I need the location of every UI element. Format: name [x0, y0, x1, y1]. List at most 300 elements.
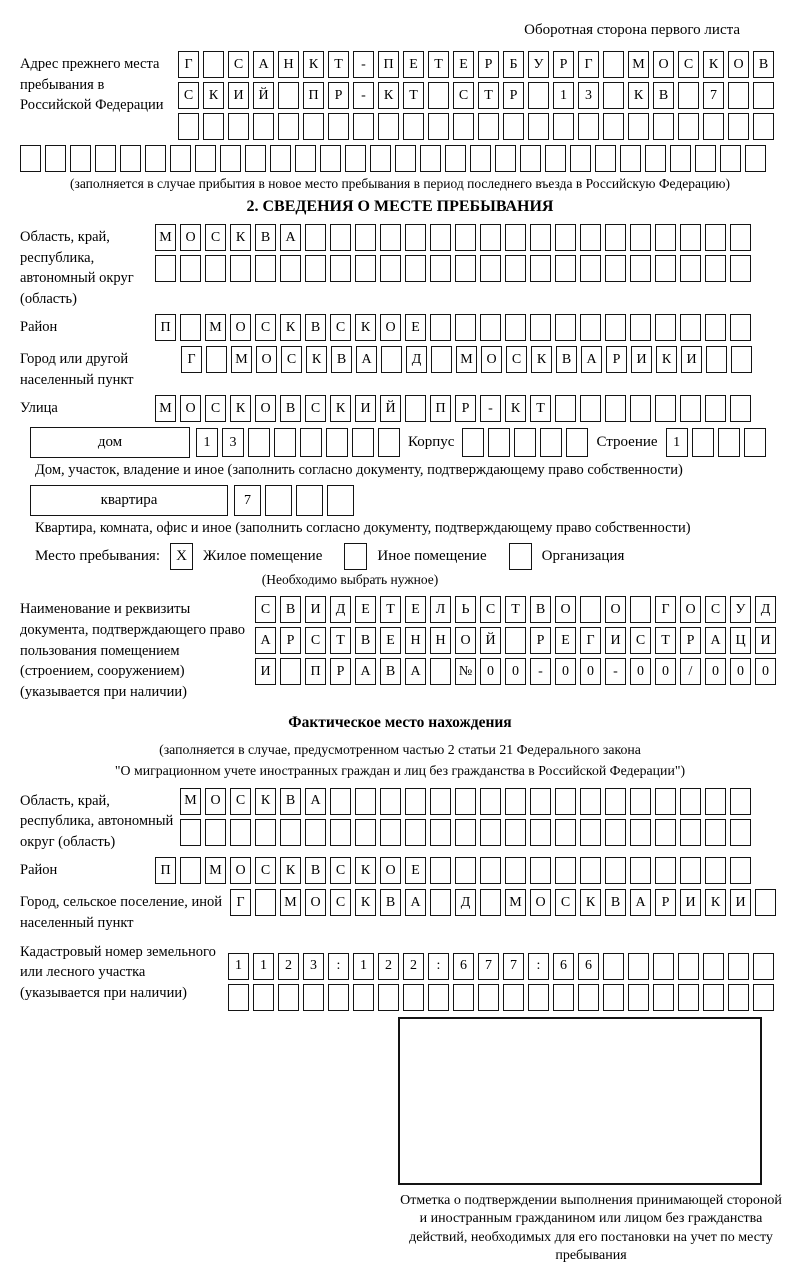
char-cell[interactable] [405, 819, 426, 846]
char-cell[interactable]: 1 [666, 428, 688, 457]
char-cell[interactable] [678, 82, 699, 109]
char-cell[interactable]: И [631, 346, 652, 373]
char-cell[interactable] [295, 145, 316, 172]
char-cell[interactable] [680, 314, 701, 341]
char-cell[interactable]: : [528, 953, 549, 980]
char-cell[interactable] [245, 145, 266, 172]
char-cell[interactable]: А [253, 51, 274, 78]
char-cell[interactable]: 0 [730, 658, 751, 685]
char-cell[interactable] [265, 485, 292, 516]
char-cell[interactable]: В [305, 857, 326, 884]
char-cell[interactable] [353, 984, 374, 1011]
char-cell[interactable] [578, 984, 599, 1011]
char-cell[interactable] [570, 145, 591, 172]
char-cell[interactable] [326, 428, 348, 457]
char-cell[interactable]: О [653, 51, 674, 78]
char-cell[interactable]: М [231, 346, 252, 373]
char-cell[interactable] [530, 224, 551, 251]
char-cell[interactable] [580, 788, 601, 815]
char-cell[interactable] [605, 857, 626, 884]
char-cell[interactable]: В [280, 596, 301, 623]
char-cell[interactable] [203, 51, 224, 78]
char-cell[interactable]: С [178, 82, 199, 109]
char-cell[interactable] [680, 224, 701, 251]
char-cell[interactable] [280, 658, 301, 685]
char-cell[interactable] [605, 788, 626, 815]
char-cell[interactable] [530, 857, 551, 884]
char-cell[interactable] [253, 113, 274, 140]
char-cell[interactable] [730, 255, 751, 282]
char-cell[interactable]: : [328, 953, 349, 980]
char-cell[interactable] [278, 984, 299, 1011]
char-cell[interactable] [480, 889, 501, 916]
char-cell[interactable]: Д [406, 346, 427, 373]
char-cell[interactable]: С [305, 627, 326, 654]
char-cell[interactable]: 1 [228, 953, 249, 980]
char-cell[interactable]: О [255, 395, 276, 422]
char-cell[interactable]: Р [655, 889, 676, 916]
char-cell[interactable]: 2 [403, 953, 424, 980]
char-cell[interactable]: О [530, 889, 551, 916]
char-cell[interactable] [630, 255, 651, 282]
char-cell[interactable]: 0 [755, 658, 776, 685]
char-cell[interactable] [553, 984, 574, 1011]
char-cell[interactable] [353, 113, 374, 140]
char-cell[interactable]: С [305, 395, 326, 422]
char-cell[interactable]: Й [253, 82, 274, 109]
char-cell[interactable] [505, 857, 526, 884]
char-cell[interactable]: Е [405, 314, 426, 341]
char-cell[interactable] [718, 428, 740, 457]
char-cell[interactable]: 3 [578, 82, 599, 109]
char-cell[interactable]: О [230, 857, 251, 884]
char-cell[interactable] [505, 255, 526, 282]
char-cell[interactable]: С [330, 889, 351, 916]
char-cell[interactable]: Д [755, 596, 776, 623]
char-cell[interactable]: К [580, 889, 601, 916]
char-cell[interactable]: А [705, 627, 726, 654]
char-cell[interactable] [553, 113, 574, 140]
char-cell[interactable] [555, 857, 576, 884]
char-cell[interactable] [555, 255, 576, 282]
char-cell[interactable]: Н [430, 627, 451, 654]
char-cell[interactable] [480, 857, 501, 884]
char-cell[interactable]: Р [328, 82, 349, 109]
char-cell[interactable] [695, 145, 716, 172]
char-cell[interactable] [580, 395, 601, 422]
char-cell[interactable] [530, 314, 551, 341]
char-cell[interactable]: Т [380, 596, 401, 623]
char-cell[interactable]: С [678, 51, 699, 78]
char-cell[interactable] [728, 953, 749, 980]
char-cell[interactable] [753, 82, 774, 109]
char-cell[interactable]: Б [503, 51, 524, 78]
char-cell[interactable] [180, 255, 201, 282]
char-cell[interactable] [595, 145, 616, 172]
char-cell[interactable] [603, 51, 624, 78]
char-cell[interactable]: К [378, 82, 399, 109]
char-cell[interactable]: Р [553, 51, 574, 78]
char-cell[interactable]: К [531, 346, 552, 373]
char-cell[interactable]: С [255, 314, 276, 341]
char-cell[interactable]: А [405, 658, 426, 685]
char-cell[interactable]: А [630, 889, 651, 916]
char-cell[interactable] [720, 145, 741, 172]
char-cell[interactable] [255, 819, 276, 846]
char-cell[interactable] [45, 145, 66, 172]
char-cell[interactable]: № [455, 658, 476, 685]
char-cell[interactable] [745, 145, 766, 172]
char-cell[interactable]: А [355, 658, 376, 685]
char-cell[interactable] [703, 113, 724, 140]
char-cell[interactable]: В [380, 889, 401, 916]
char-cell[interactable]: Т [505, 596, 526, 623]
char-cell[interactable]: О [605, 596, 626, 623]
char-cell[interactable] [453, 113, 474, 140]
char-cell[interactable]: К [230, 395, 251, 422]
char-cell[interactable]: К [280, 857, 301, 884]
char-cell[interactable]: 7 [478, 953, 499, 980]
char-cell[interactable]: Ц [730, 627, 751, 654]
char-cell[interactable]: Е [405, 596, 426, 623]
char-cell[interactable] [655, 788, 676, 815]
char-cell[interactable] [555, 224, 576, 251]
char-cell[interactable] [703, 984, 724, 1011]
char-cell[interactable] [428, 82, 449, 109]
char-cell[interactable] [320, 145, 341, 172]
char-cell[interactable] [555, 788, 576, 815]
char-cell[interactable]: М [456, 346, 477, 373]
char-cell[interactable] [230, 255, 251, 282]
checkbox-organizatsiya[interactable] [509, 543, 532, 570]
char-cell[interactable] [580, 224, 601, 251]
char-cell[interactable] [705, 255, 726, 282]
char-cell[interactable]: К [656, 346, 677, 373]
char-cell[interactable]: 0 [480, 658, 501, 685]
char-cell[interactable]: 7 [234, 485, 261, 516]
char-cell[interactable]: Т [530, 395, 551, 422]
char-cell[interactable]: О [180, 395, 201, 422]
char-cell[interactable] [480, 224, 501, 251]
char-cell[interactable] [755, 889, 776, 916]
char-cell[interactable] [520, 145, 541, 172]
char-cell[interactable] [430, 224, 451, 251]
char-cell[interactable]: К [306, 346, 327, 373]
char-cell[interactable] [628, 113, 649, 140]
char-cell[interactable]: П [305, 658, 326, 685]
char-cell[interactable] [455, 314, 476, 341]
char-cell[interactable] [680, 255, 701, 282]
char-cell[interactable] [703, 953, 724, 980]
char-cell[interactable]: К [230, 224, 251, 251]
char-cell[interactable]: О [305, 889, 326, 916]
char-cell[interactable] [145, 145, 166, 172]
char-cell[interactable] [605, 395, 626, 422]
char-cell[interactable] [305, 224, 326, 251]
char-cell[interactable]: В [530, 596, 551, 623]
char-cell[interactable] [605, 819, 626, 846]
char-cell[interactable] [603, 953, 624, 980]
char-cell[interactable] [255, 889, 276, 916]
char-cell[interactable] [630, 788, 651, 815]
char-cell[interactable] [352, 428, 374, 457]
char-cell[interactable]: Ь [455, 596, 476, 623]
char-cell[interactable] [330, 788, 351, 815]
char-cell[interactable] [355, 788, 376, 815]
char-cell[interactable]: 0 [655, 658, 676, 685]
checkbox-zhiloe[interactable]: X [170, 543, 193, 570]
char-cell[interactable] [20, 145, 41, 172]
char-cell[interactable] [680, 857, 701, 884]
char-cell[interactable] [731, 346, 752, 373]
char-cell[interactable]: О [380, 857, 401, 884]
char-cell[interactable] [730, 395, 751, 422]
char-cell[interactable] [378, 984, 399, 1011]
char-cell[interactable]: В [280, 788, 301, 815]
char-cell[interactable] [578, 113, 599, 140]
char-cell[interactable] [428, 113, 449, 140]
char-cell[interactable]: Е [405, 857, 426, 884]
char-cell[interactable]: Р [478, 51, 499, 78]
char-cell[interactable] [630, 314, 651, 341]
char-cell[interactable]: А [405, 889, 426, 916]
char-cell[interactable]: В [255, 224, 276, 251]
char-cell[interactable]: Г [181, 346, 202, 373]
char-cell[interactable] [370, 145, 391, 172]
char-cell[interactable] [705, 395, 726, 422]
char-cell[interactable] [505, 224, 526, 251]
char-cell[interactable]: Н [405, 627, 426, 654]
char-cell[interactable]: А [255, 627, 276, 654]
char-cell[interactable]: К [355, 857, 376, 884]
char-cell[interactable] [480, 314, 501, 341]
char-cell[interactable]: : [428, 953, 449, 980]
char-cell[interactable] [453, 984, 474, 1011]
char-cell[interactable]: П [378, 51, 399, 78]
char-cell[interactable] [580, 596, 601, 623]
char-cell[interactable]: 0 [705, 658, 726, 685]
char-cell[interactable]: Г [178, 51, 199, 78]
char-cell[interactable] [478, 113, 499, 140]
char-cell[interactable]: Т [403, 82, 424, 109]
char-cell[interactable]: К [628, 82, 649, 109]
char-cell[interactable] [655, 395, 676, 422]
char-cell[interactable] [555, 819, 576, 846]
char-cell[interactable]: Й [380, 395, 401, 422]
char-cell[interactable]: Р [455, 395, 476, 422]
char-cell[interactable]: С [230, 788, 251, 815]
char-cell[interactable] [95, 145, 116, 172]
char-cell[interactable]: 0 [580, 658, 601, 685]
char-cell[interactable] [728, 82, 749, 109]
char-cell[interactable] [478, 984, 499, 1011]
char-cell[interactable]: В [331, 346, 352, 373]
char-cell[interactable] [455, 255, 476, 282]
char-cell[interactable] [120, 145, 141, 172]
char-cell[interactable]: К [703, 51, 724, 78]
char-cell[interactable]: Н [278, 51, 299, 78]
char-cell[interactable] [345, 145, 366, 172]
char-cell[interactable]: Е [555, 627, 576, 654]
char-cell[interactable] [730, 857, 751, 884]
char-cell[interactable] [430, 889, 451, 916]
char-cell[interactable]: 3 [303, 953, 324, 980]
char-cell[interactable]: С [630, 627, 651, 654]
char-cell[interactable]: В [605, 889, 626, 916]
char-cell[interactable] [403, 984, 424, 1011]
char-cell[interactable] [488, 428, 510, 457]
char-cell[interactable] [303, 984, 324, 1011]
char-cell[interactable]: - [605, 658, 626, 685]
char-cell[interactable]: С [255, 857, 276, 884]
char-cell[interactable]: С [506, 346, 527, 373]
char-cell[interactable] [753, 984, 774, 1011]
char-cell[interactable]: М [180, 788, 201, 815]
char-cell[interactable] [705, 224, 726, 251]
char-cell[interactable] [753, 113, 774, 140]
char-cell[interactable] [503, 113, 524, 140]
char-cell[interactable] [405, 255, 426, 282]
char-cell[interactable] [603, 984, 624, 1011]
char-cell[interactable] [728, 984, 749, 1011]
char-cell[interactable] [630, 819, 651, 846]
char-cell[interactable] [270, 145, 291, 172]
char-cell[interactable] [603, 113, 624, 140]
char-cell[interactable] [705, 788, 726, 815]
char-cell[interactable]: К [280, 314, 301, 341]
char-cell[interactable]: О [256, 346, 277, 373]
char-cell[interactable]: Р [503, 82, 524, 109]
char-cell[interactable] [692, 428, 714, 457]
char-cell[interactable] [505, 627, 526, 654]
char-cell[interactable] [728, 113, 749, 140]
char-cell[interactable]: С [330, 314, 351, 341]
char-cell[interactable] [645, 145, 666, 172]
char-cell[interactable] [580, 314, 601, 341]
char-cell[interactable] [530, 819, 551, 846]
char-cell[interactable] [528, 984, 549, 1011]
char-cell[interactable]: И [305, 596, 326, 623]
char-cell[interactable]: Т [478, 82, 499, 109]
char-cell[interactable] [653, 953, 674, 980]
char-cell[interactable] [253, 984, 274, 1011]
char-cell[interactable]: 2 [378, 953, 399, 980]
char-cell[interactable]: П [303, 82, 324, 109]
char-cell[interactable] [455, 788, 476, 815]
char-cell[interactable]: К [303, 51, 324, 78]
char-cell[interactable]: У [730, 596, 751, 623]
checkbox-inoe[interactable] [344, 543, 367, 570]
char-cell[interactable] [628, 953, 649, 980]
char-cell[interactable] [378, 428, 400, 457]
char-cell[interactable] [180, 857, 201, 884]
char-cell[interactable]: С [330, 857, 351, 884]
char-cell[interactable]: Г [578, 51, 599, 78]
char-cell[interactable] [630, 224, 651, 251]
char-cell[interactable] [430, 819, 451, 846]
char-cell[interactable]: - [480, 395, 501, 422]
char-cell[interactable] [505, 819, 526, 846]
char-cell[interactable] [380, 819, 401, 846]
char-cell[interactable] [655, 857, 676, 884]
char-cell[interactable]: О [555, 596, 576, 623]
char-cell[interactable]: К [505, 395, 526, 422]
char-cell[interactable] [455, 819, 476, 846]
char-cell[interactable] [70, 145, 91, 172]
char-cell[interactable] [405, 395, 426, 422]
char-cell[interactable]: О [680, 596, 701, 623]
char-cell[interactable] [628, 984, 649, 1011]
char-cell[interactable] [530, 255, 551, 282]
char-cell[interactable]: И [228, 82, 249, 109]
char-cell[interactable] [706, 346, 727, 373]
char-cell[interactable] [603, 82, 624, 109]
char-cell[interactable]: Р [606, 346, 627, 373]
char-cell[interactable] [330, 819, 351, 846]
char-cell[interactable]: О [380, 314, 401, 341]
char-cell[interactable]: 2 [278, 953, 299, 980]
char-cell[interactable]: О [230, 314, 251, 341]
char-cell[interactable] [178, 113, 199, 140]
char-cell[interactable] [403, 113, 424, 140]
char-cell[interactable]: В [653, 82, 674, 109]
char-cell[interactable]: В [753, 51, 774, 78]
char-cell[interactable] [280, 255, 301, 282]
char-cell[interactable]: М [280, 889, 301, 916]
char-cell[interactable] [480, 255, 501, 282]
char-cell[interactable] [330, 255, 351, 282]
char-cell[interactable] [540, 428, 562, 457]
char-cell[interactable]: 1 [353, 953, 374, 980]
char-cell[interactable]: О [205, 788, 226, 815]
char-cell[interactable]: 0 [505, 658, 526, 685]
char-cell[interactable]: О [455, 627, 476, 654]
char-cell[interactable]: О [481, 346, 502, 373]
char-cell[interactable] [605, 224, 626, 251]
char-cell[interactable]: М [155, 224, 176, 251]
char-cell[interactable] [653, 113, 674, 140]
char-cell[interactable] [480, 788, 501, 815]
char-cell[interactable]: С [255, 596, 276, 623]
char-cell[interactable] [655, 224, 676, 251]
char-cell[interactable] [580, 255, 601, 282]
char-cell[interactable] [355, 224, 376, 251]
char-cell[interactable]: С [205, 395, 226, 422]
char-cell[interactable]: И [355, 395, 376, 422]
char-cell[interactable]: О [180, 224, 201, 251]
char-cell[interactable]: 3 [222, 428, 244, 457]
char-cell[interactable] [355, 819, 376, 846]
char-cell[interactable] [327, 485, 354, 516]
char-cell[interactable] [580, 819, 601, 846]
char-cell[interactable]: И [255, 658, 276, 685]
char-cell[interactable] [195, 145, 216, 172]
char-cell[interactable] [680, 788, 701, 815]
char-cell[interactable]: Г [655, 596, 676, 623]
char-cell[interactable] [605, 255, 626, 282]
char-cell[interactable] [395, 145, 416, 172]
char-cell[interactable] [630, 857, 651, 884]
char-cell[interactable]: М [505, 889, 526, 916]
char-cell[interactable]: 0 [630, 658, 651, 685]
char-cell[interactable] [678, 984, 699, 1011]
char-cell[interactable]: А [280, 224, 301, 251]
char-cell[interactable] [203, 113, 224, 140]
char-cell[interactable] [730, 819, 751, 846]
char-cell[interactable] [328, 984, 349, 1011]
char-cell[interactable] [430, 788, 451, 815]
char-cell[interactable] [228, 984, 249, 1011]
